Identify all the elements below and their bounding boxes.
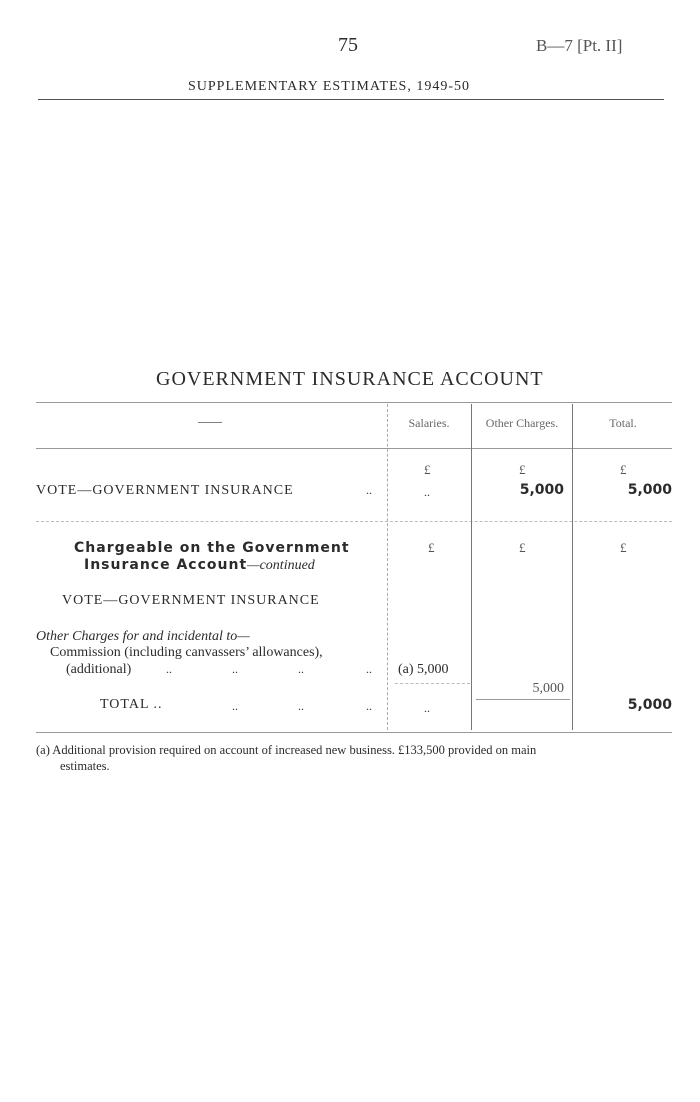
salaries-subtotal-rule (395, 683, 470, 684)
col-header-other-charges: Other Charges. (485, 416, 559, 430)
chargeable-heading-line1: Chargeable on the Government (74, 540, 350, 556)
commission-leader-2: .. (232, 662, 238, 676)
page-number: 75 (338, 34, 358, 56)
total-row-salaries: .. (424, 701, 430, 715)
header-bottom-rule (36, 448, 672, 449)
currency-other-charges: £ (519, 462, 526, 477)
other-charges-heading: Other Charges for and incidental to— (36, 629, 250, 644)
col-header-description: —— (198, 414, 222, 428)
total-leader-2: .. (298, 699, 304, 713)
chargeable-heading-bold: Insurance Account (84, 557, 248, 573)
commission-salaries: (a) 5,000 (398, 662, 449, 677)
col-header-total: Total. (609, 416, 637, 430)
currency-salaries: £ (424, 462, 431, 477)
vote-row-salaries: .. (424, 485, 430, 499)
vote-row-other-charges: 5,000 (519, 482, 564, 498)
page-reference: B—7 [Pt. II] (536, 36, 623, 55)
table-bottom-rule (36, 732, 672, 733)
section-title: GOVERNMENT INSURANCE ACCOUNT (156, 368, 544, 390)
chargeable-heading-continued: —continued (247, 558, 315, 573)
header-rule (38, 99, 664, 100)
vote-row-label: VOTE—GOVERNMENT INSURANCE (36, 483, 294, 498)
total-leader-1: .. (232, 699, 238, 713)
commission-line1: Commission (including canvassers’ allowances), (50, 645, 323, 660)
table-top-rule (36, 402, 672, 403)
footnote-line2: estimates. (60, 759, 110, 773)
currency-total-2: £ (620, 540, 627, 555)
vote-row-leader: .. (366, 483, 372, 497)
running-title: SUPPLEMENTARY ESTIMATES, 1949-50 (188, 79, 470, 94)
currency-other-charges-2: £ (519, 540, 526, 555)
col-header-salaries: Salaries. (408, 416, 450, 430)
commission-leader-3: .. (298, 662, 304, 676)
total-row-total: 5,000 (627, 697, 672, 713)
col-divider-1 (387, 404, 388, 730)
commission-other-charges: 5,000 (532, 681, 564, 696)
currency-total: £ (620, 462, 627, 477)
commission-leader-4: .. (366, 662, 372, 676)
vote-row-rule (36, 521, 672, 522)
vote-subheading: VOTE—GOVERNMENT INSURANCE (62, 593, 320, 608)
commission-leader-1: .. (166, 662, 172, 676)
commission-line2: (additional) (66, 662, 132, 677)
chargeable-heading-line2 (84, 557, 315, 574)
total-row-label: TOTAL .. (100, 697, 163, 712)
other-charges-subtotal-rule (476, 699, 570, 700)
col-divider-2 (471, 404, 472, 730)
vote-row-total: 5,000 (627, 482, 672, 498)
currency-salaries-2: £ (428, 540, 435, 555)
footnote-line1: (a) Additional provision required on account of increased new business. £133,500 provided on main (36, 743, 537, 757)
total-leader-3: .. (366, 699, 372, 713)
col-divider-3 (572, 404, 573, 730)
